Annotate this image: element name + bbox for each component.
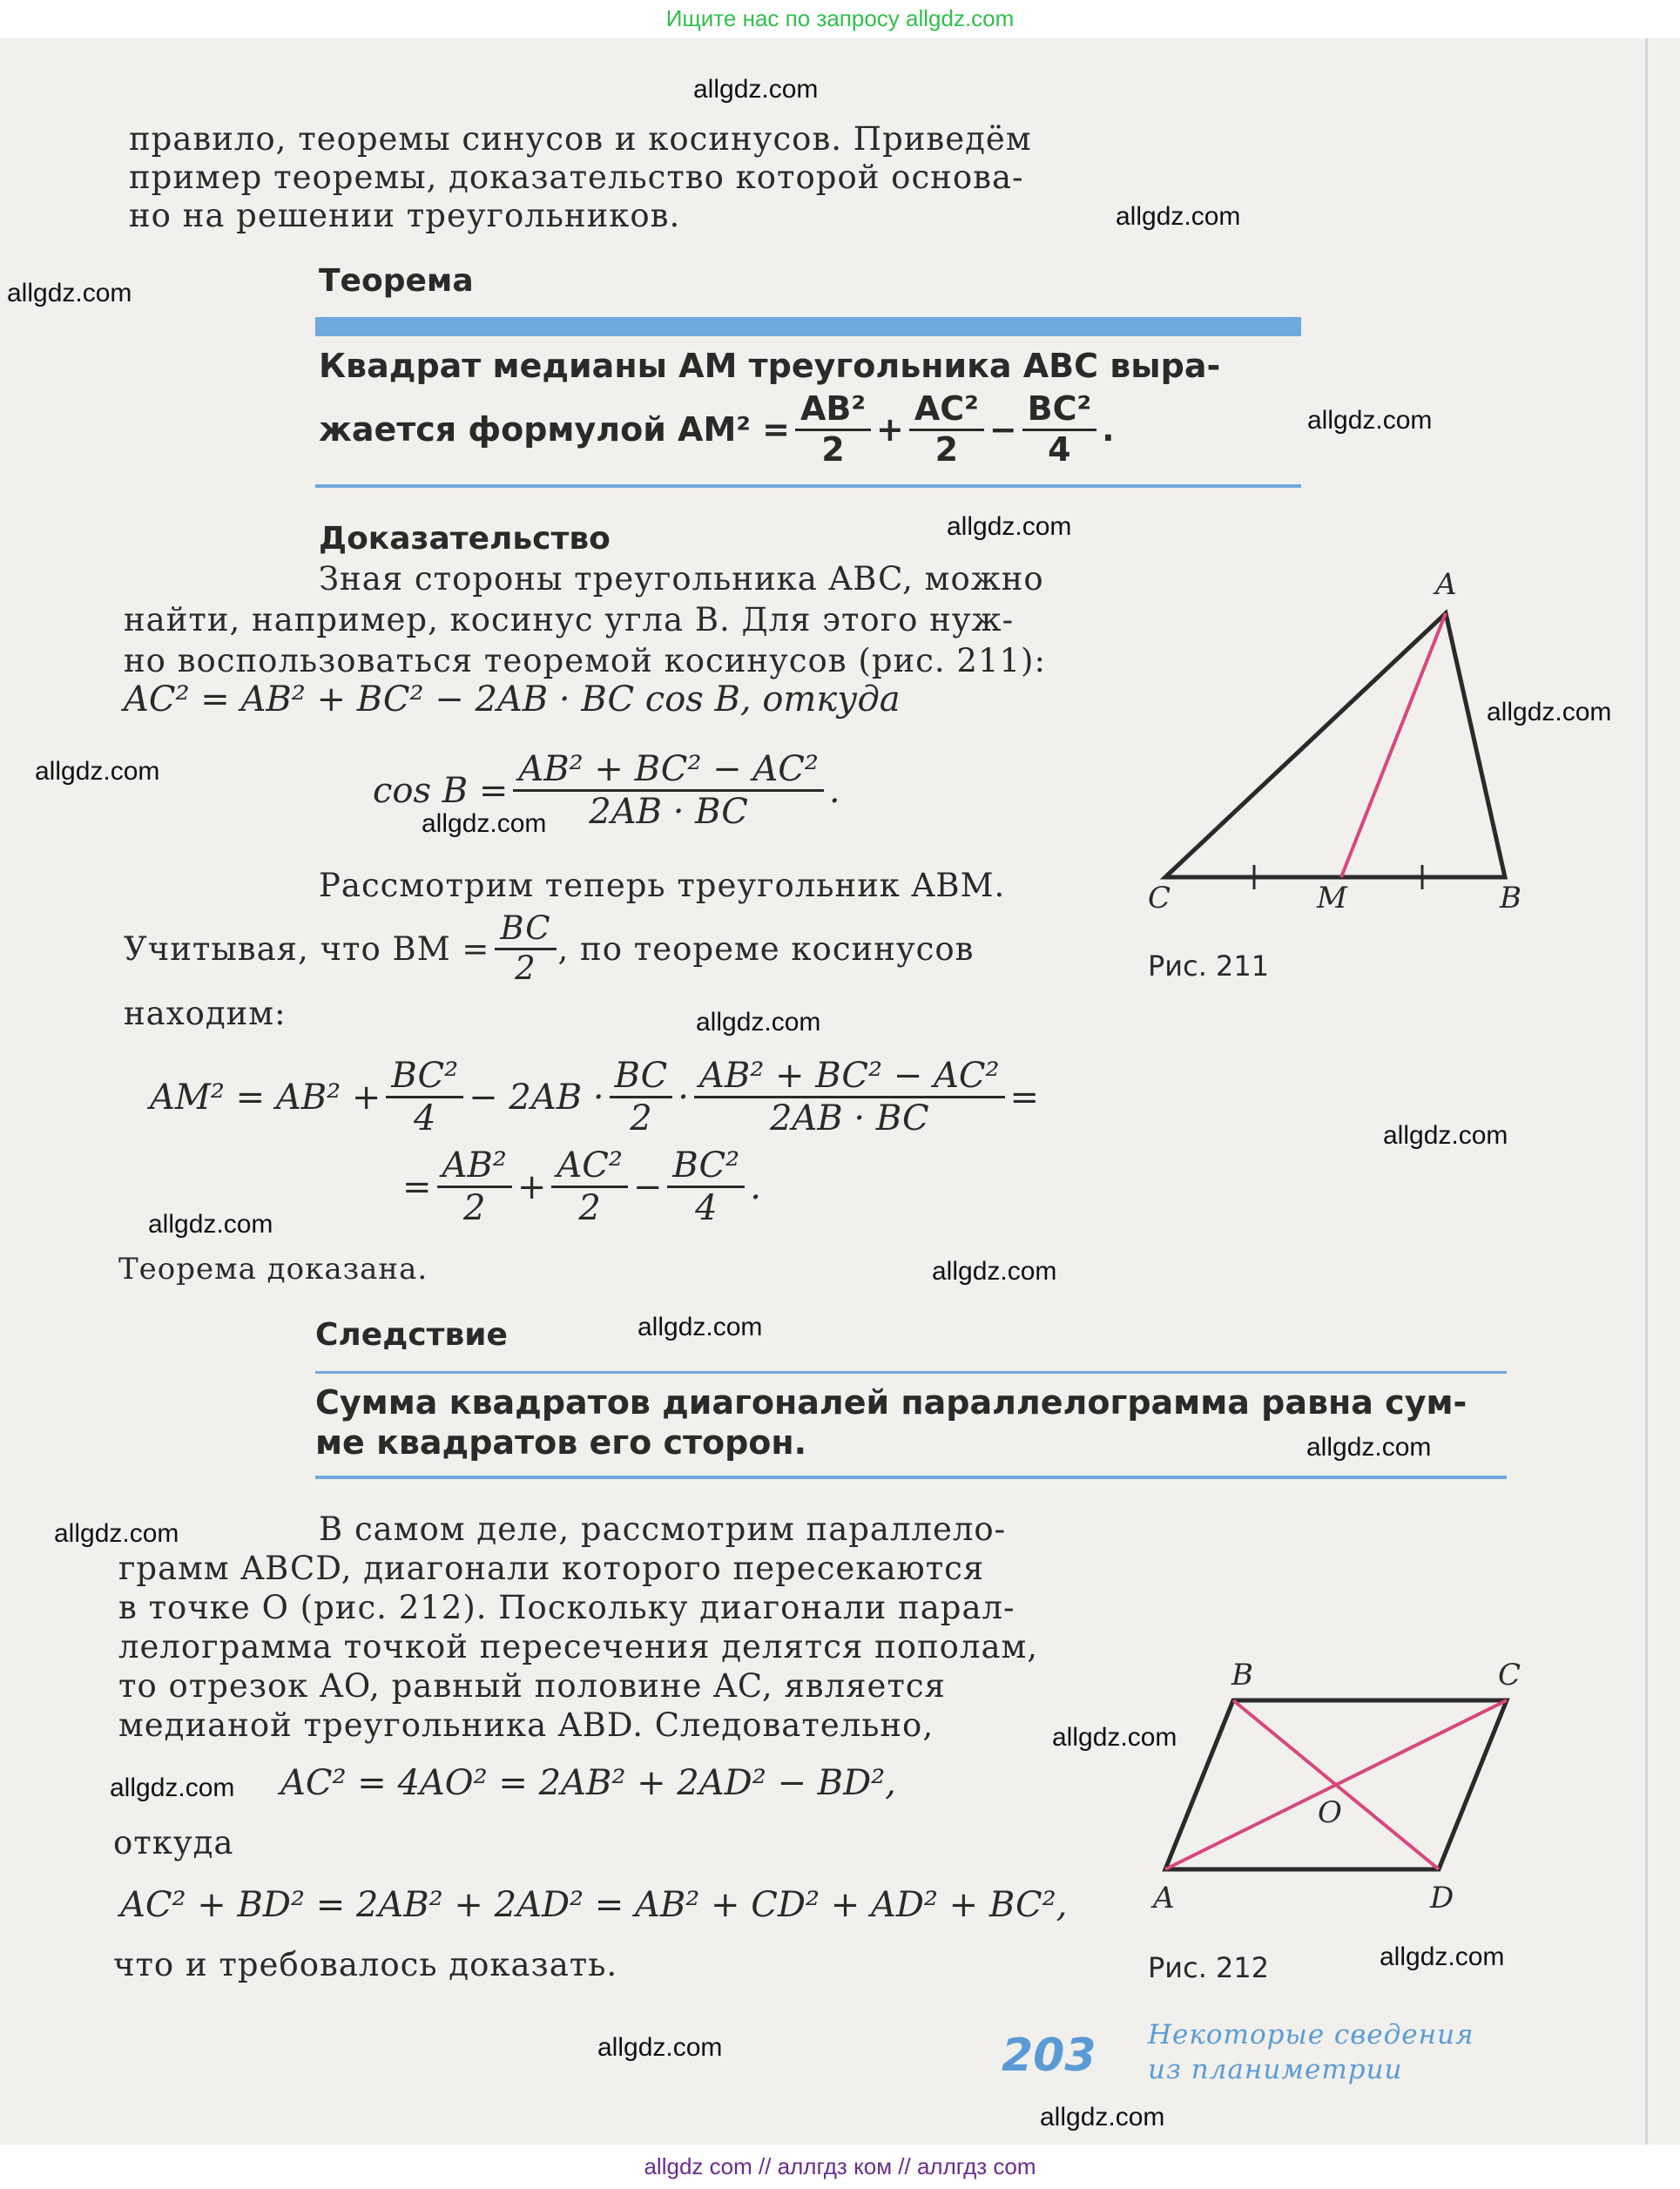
- theorem-bottom-rule: [315, 484, 1301, 488]
- eq-mid: − 2AB ·: [469, 1077, 604, 1118]
- corollary-title: Следствие: [315, 1317, 508, 1353]
- watermark: allgdz.com: [1040, 2103, 1165, 2132]
- plus-sign: +: [516, 1166, 547, 1207]
- watermark: allgdz.com: [422, 809, 547, 838]
- watermark: allgdz.com: [1383, 1121, 1508, 1150]
- eq-frac: [386, 1056, 463, 1138]
- eq-prefix: =: [402, 1166, 432, 1207]
- frac-num: AC²: [909, 390, 984, 431]
- frac-den: 2AB · BC: [769, 1098, 929, 1138]
- eq-end: =: [1009, 1077, 1040, 1118]
- theorem-title: Теорема: [319, 263, 474, 299]
- cosine-law: AC² = AB² + BC² − 2AB · BC cos B, откуда: [124, 679, 901, 720]
- cos-fraction: [513, 749, 824, 832]
- whence-line: откуда: [113, 1824, 234, 1861]
- diagonal-bd: [1233, 1700, 1439, 1869]
- given-suffix: , по теореме косинусов: [557, 929, 975, 968]
- watermark: allgdz.com: [932, 1257, 1057, 1286]
- watermark: allgdz.com: [1487, 698, 1612, 726]
- theorem-formula-prefix: жается формулой AM² =: [319, 410, 790, 449]
- watermark: allgdz.com: [638, 1313, 763, 1341]
- intro-line: пример теоремы, доказательство которой основа-: [129, 159, 1024, 196]
- theorem-frac-ac: [909, 390, 984, 469]
- vertex-label-b: B: [1500, 881, 1521, 915]
- theorem-frac-bc: [1022, 390, 1097, 469]
- watermark: allgdz.com: [696, 1008, 821, 1037]
- watermark: allgdz.com: [1306, 1433, 1432, 1462]
- frac-den: 4: [695, 1188, 718, 1228]
- corollary-top-rule: [315, 1371, 1507, 1374]
- am-equation-1: [150, 1056, 1039, 1138]
- corollary-bottom-rule: [315, 1476, 1507, 1479]
- triangle-abc: [1165, 613, 1505, 877]
- watermark: allgdz.com: [1052, 1723, 1177, 1752]
- frac-den: 2AB · BC: [589, 792, 748, 832]
- frac-den: 2: [578, 1188, 601, 1228]
- figure-211-caption: Рис. 211: [1148, 949, 1270, 983]
- watermark: allgdz.com: [1380, 1942, 1505, 1971]
- watermark: allgdz.com: [110, 1773, 235, 1802]
- top-banner-link[interactable]: Ищите нас по запросу allgdz.com: [665, 5, 1015, 31]
- consider-line: Рассмотрим теперь треугольник ABM.: [319, 867, 1006, 904]
- vertex-label-d: D: [1430, 1881, 1454, 1915]
- cos-lhs: cos B =: [373, 770, 509, 811]
- proof-title: Доказательство: [319, 521, 611, 557]
- figure-212: [1141, 1655, 1550, 1916]
- section-title-line1: Некоторые сведения: [1148, 2019, 1474, 2050]
- frac-num: BC²: [386, 1056, 463, 1098]
- proof-line: Зная стороны треугольника ABC, можно: [319, 560, 1044, 598]
- page-edge-line: [1645, 38, 1648, 2145]
- frac-num: BC²: [1022, 390, 1097, 431]
- vertex-label-a: A: [1435, 567, 1457, 602]
- watermark: allgdz.com: [1116, 202, 1241, 231]
- frac-den: 2: [462, 1188, 486, 1228]
- frac-num: AB² + BC² − AC²: [694, 1056, 1005, 1098]
- eq-dot: ·: [678, 1077, 690, 1118]
- bm-fraction: [495, 910, 556, 987]
- plus-sign: +: [876, 410, 904, 449]
- watermark: allgdz.com: [7, 279, 132, 307]
- frac-den: 4: [1048, 429, 1071, 469]
- watermark: allgdz.com: [1307, 406, 1433, 435]
- frac-den: 2: [515, 949, 536, 987]
- corollary-proof-line: то отрезок AO, равный половине AC, является: [118, 1667, 946, 1705]
- frac-num: BC: [495, 910, 556, 950]
- corollary-proof-line: грамм ABCD, диагонали которого пересекаются: [118, 1550, 985, 1587]
- ac-equation: AC² = 4AO² = 2AB² + 2AD² − BD²,: [280, 1763, 896, 1803]
- figure-211: [1141, 557, 1542, 941]
- vertex-label-c: C: [1498, 1658, 1521, 1692]
- minus-sign: −: [988, 410, 1017, 449]
- page-number: 203: [1002, 2030, 1096, 2082]
- median-am: [1341, 613, 1446, 877]
- intro-line: но на решении треугольников.: [129, 197, 681, 234]
- qed-line: что и требовалось доказать.: [113, 1946, 618, 1983]
- corollary-proof-line: медианой треугольника ABD. Следовательно,: [118, 1706, 934, 1744]
- watermark: allgdz.com: [148, 1210, 273, 1239]
- finding-line: находим:: [124, 995, 287, 1032]
- corollary-line1: Сумма квадратов диагоналей параллелограмма равна сум-: [315, 1383, 1467, 1422]
- frac-den: 2: [821, 429, 845, 469]
- eq-frac: [551, 1145, 628, 1228]
- vertex-label-c: C: [1148, 881, 1171, 915]
- am-equation-2: [402, 1145, 761, 1228]
- watermark: allgdz.com: [947, 512, 1072, 541]
- frac-den: 2: [630, 1098, 652, 1138]
- end-dot: .: [750, 1166, 761, 1207]
- frac-num: AB² + BC² − AC²: [513, 749, 824, 792]
- given-line: [124, 910, 974, 987]
- frac-num: BC: [610, 1056, 673, 1098]
- theorem-line1: Квадрат медианы AM треугольника ABC выра-: [319, 347, 1221, 385]
- corollary-line2: ме квадратов его сторон.: [315, 1423, 807, 1462]
- minus-sign: −: [632, 1166, 663, 1207]
- bottom-banner-link[interactable]: allgdz com // аллгдз ком // аллгдз com: [644, 2153, 1036, 2179]
- section-title-line2: из планиметрии: [1148, 2054, 1403, 2085]
- theorem-proved: Теорема доказана.: [118, 1252, 428, 1287]
- theorem-top-rule: [315, 317, 1301, 336]
- vertex-label-a: A: [1153, 1881, 1175, 1915]
- corollary-proof-line: лелограмма точкой пересечения делятся пополам,: [118, 1628, 1039, 1665]
- watermark: allgdz.com: [597, 2033, 723, 2062]
- diagonal-equation: AC² + BD² = 2AB² + 2AD² = AB² + CD² + AD² + BC²,: [120, 1885, 1068, 1925]
- watermark: allgdz.com: [693, 75, 819, 104]
- vertex-label-o: O: [1318, 1795, 1342, 1830]
- frac-num: AC²: [551, 1145, 628, 1188]
- watermark: allgdz.com: [35, 757, 160, 786]
- end-dot: .: [828, 770, 840, 811]
- frac-num: BC²: [667, 1145, 745, 1188]
- eq-frac: [694, 1056, 1005, 1138]
- end-dot: .: [1102, 410, 1115, 449]
- theorem-line2: [319, 390, 1115, 469]
- given-prefix: Учитывая, что BM =: [124, 929, 490, 968]
- watermark: allgdz.com: [54, 1519, 179, 1548]
- proof-line: найти, например, косинус угла B. Для этого нуж-: [124, 601, 1015, 638]
- eq-frac: [667, 1145, 745, 1228]
- frac-num: AB²: [795, 390, 871, 431]
- corollary-proof-line: в точке O (рис. 212). Поскольку диагонали парал-: [118, 1589, 1015, 1626]
- corollary-proof-line: В самом деле, рассмотрим параллело-: [319, 1510, 1007, 1548]
- eq-prefix: AM² = AB² +: [150, 1077, 381, 1118]
- frac-den: 4: [414, 1098, 436, 1138]
- theorem-frac-ab: [795, 390, 871, 469]
- eq-frac: [437, 1145, 512, 1228]
- frac-den: 2: [934, 429, 959, 469]
- eq-frac: [610, 1056, 673, 1138]
- proof-line: но воспользоваться теоремой косинусов (рис. 211):: [124, 642, 1046, 679]
- figure-212-caption: Рис. 212: [1148, 1951, 1270, 1984]
- intro-line: правило, теоремы синусов и косинусов. Приведём: [129, 120, 1032, 158]
- vertex-label-b: B: [1231, 1658, 1253, 1692]
- frac-num: AB²: [437, 1145, 512, 1188]
- vertex-label-m: M: [1317, 881, 1347, 915]
